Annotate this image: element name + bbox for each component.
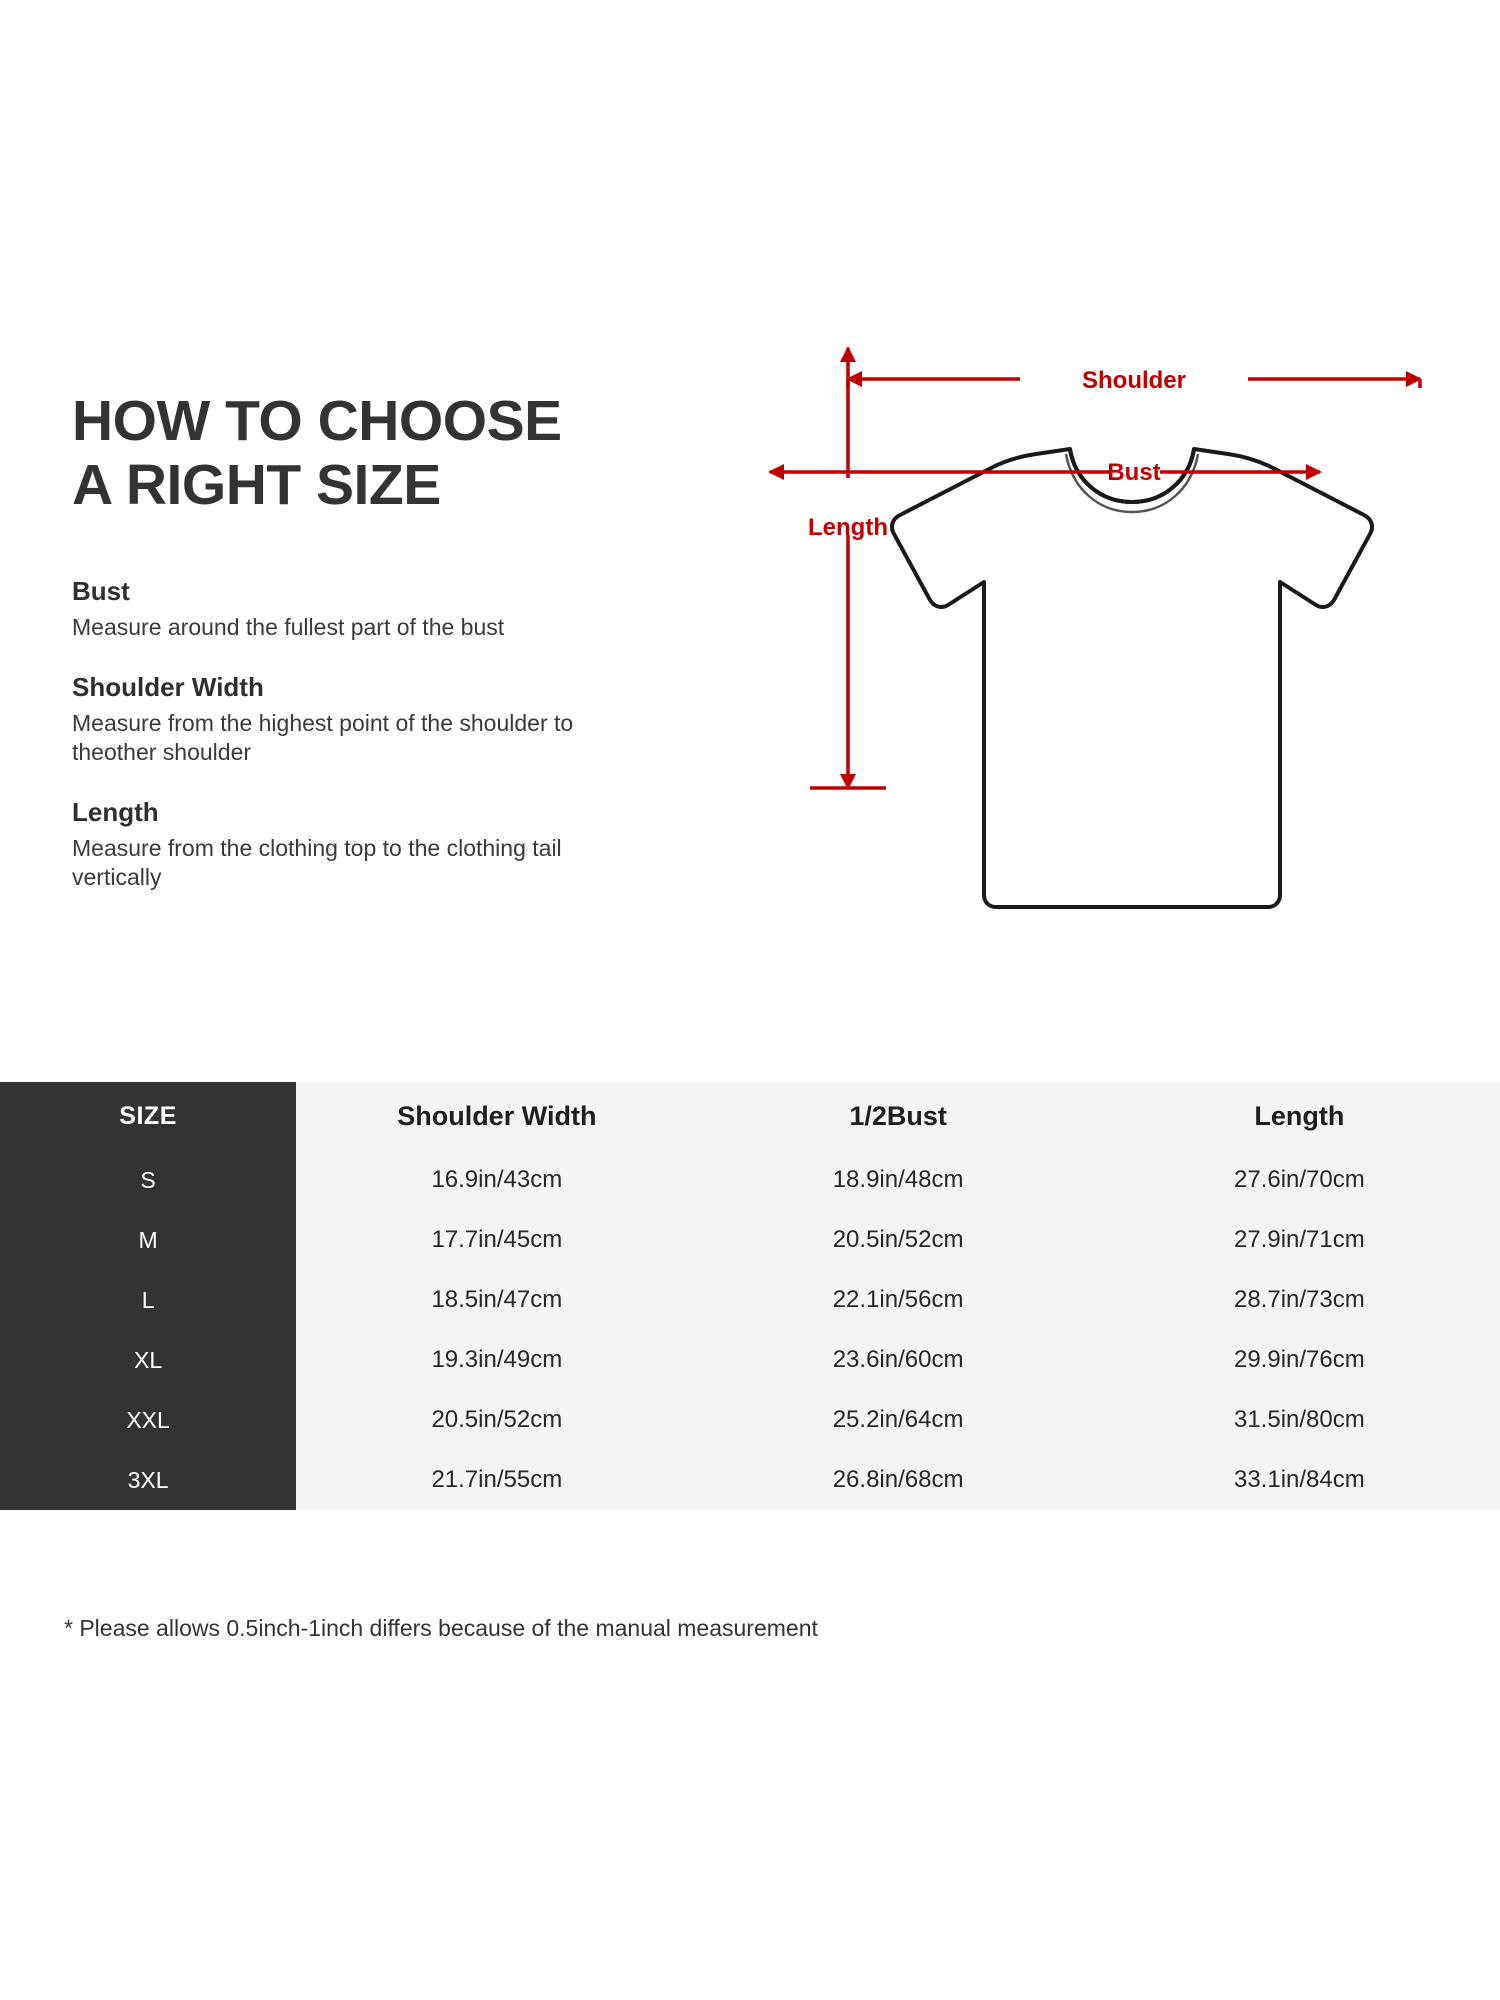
definition-description: Measure around the fullest part of the bust (72, 613, 505, 640)
size-chart-header (0, 1082, 1500, 1150)
cell-half-bust: 25.2in/64cm (697, 1390, 1098, 1450)
definition-description: Measure from the clothing top to the clothing tail vertically (72, 835, 562, 891)
cell-size: XL (0, 1330, 296, 1390)
cell-shoulder-width: 16.9in/43cm (296, 1150, 697, 1210)
definition-description: Measure from the highest point of the shoulder to theother shoulder (72, 709, 574, 766)
length-measure-arrow (810, 346, 886, 790)
column-header-length: Length (1099, 1082, 1500, 1150)
tshirt-outline-shape (892, 449, 1372, 907)
cell-half-bust: 18.9in/48cm (697, 1150, 1098, 1210)
cell-size: 3XL (0, 1450, 296, 1510)
cell-half-bust: 26.8in/68cm (697, 1450, 1098, 1510)
cell-half-bust: 20.5in/52cm (697, 1210, 1098, 1270)
cell-size: L (0, 1270, 296, 1330)
shoulder-label: Shoulder (1081, 367, 1187, 394)
definition-length (72, 797, 712, 892)
cell-half-bust: 23.6in/60cm (697, 1330, 1098, 1390)
cell-shoulder-width: 17.7in/45cm (296, 1210, 697, 1270)
column-header-size: SIZE (0, 1082, 296, 1150)
cell-length: 27.6in/70cm (1099, 1150, 1500, 1210)
column-header-shoulder-width: Shoulder Width (296, 1082, 697, 1150)
measurement-footnote: * Please allows 0.5inch-1inch differs because of the manual measurement (64, 1615, 818, 1641)
table-row (0, 1150, 1500, 1210)
cell-length: 33.1in/84cm (1099, 1450, 1500, 1510)
table-row (0, 1210, 1500, 1270)
size-chart-body (0, 1150, 1500, 1510)
definition-term: Length (72, 797, 159, 828)
table-row (0, 1450, 1500, 1510)
table-row (0, 1330, 1500, 1390)
page-title-line-1: HOW TO CHOOSE (72, 389, 562, 453)
tshirt-measurement-diagram (740, 330, 1440, 1010)
definition-bust (72, 576, 712, 642)
cell-length: 28.7in/73cm (1099, 1270, 1500, 1330)
cell-shoulder-width: 18.5in/47cm (296, 1270, 697, 1330)
cell-length: 29.9in/76cm (1099, 1330, 1500, 1390)
cell-length: 27.9in/71cm (1099, 1210, 1500, 1270)
column-header-half-bust: 1/2Bust (697, 1082, 1098, 1150)
cell-size: S (0, 1150, 296, 1210)
size-chart-table (0, 1082, 1500, 1510)
cell-shoulder-width: 21.7in/55cm (296, 1450, 697, 1510)
measurement-info-column (72, 390, 712, 893)
cell-shoulder-width: 20.5in/52cm (296, 1390, 697, 1450)
definition-term: Bust (72, 575, 130, 606)
table-row (0, 1390, 1500, 1450)
cell-size: XXL (0, 1390, 296, 1450)
top-section (0, 330, 1500, 1070)
definition-shoulder-width (72, 672, 712, 767)
cell-length: 31.5in/80cm (1099, 1390, 1500, 1450)
cell-shoulder-width: 19.3in/49cm (296, 1330, 697, 1390)
cell-size: M (0, 1210, 296, 1270)
page-title (72, 390, 712, 518)
table-row (0, 1270, 1500, 1330)
page-title-line-2: A RIGHT SIZE (72, 452, 441, 517)
bust-label: Bust (1107, 459, 1161, 486)
table-header-row (0, 1082, 1500, 1150)
definition-term: Shoulder Width (72, 671, 264, 702)
length-label: Length (808, 514, 888, 541)
cell-half-bust: 22.1in/56cm (697, 1270, 1098, 1330)
